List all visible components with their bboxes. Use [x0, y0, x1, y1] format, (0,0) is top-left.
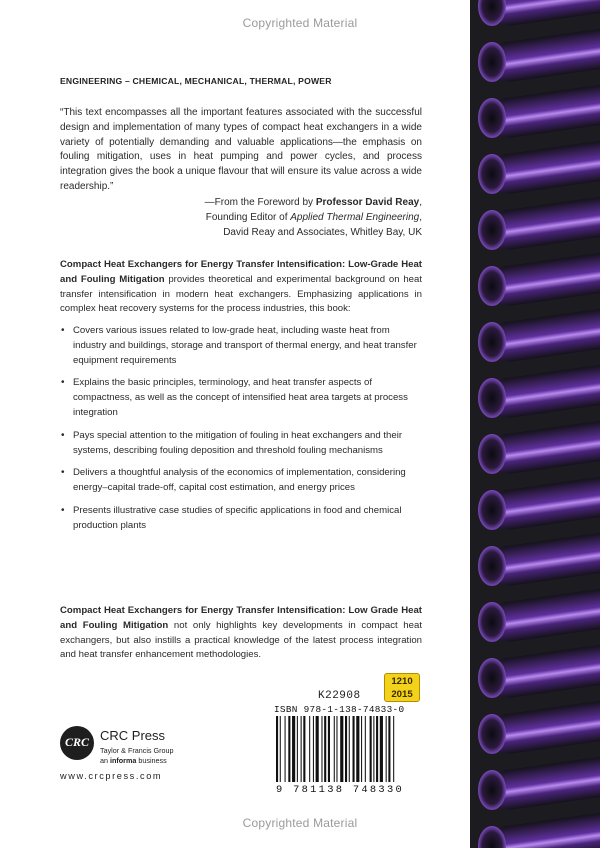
bullet-glyph: • [61, 325, 65, 336]
feature-list [60, 324, 422, 542]
quote-attribution [60, 196, 422, 240]
publisher-name: CRC Press [100, 728, 166, 743]
book-title-intro: Compact Heat Exchangers for Energy Transfer Intensification: Low-Grade Heat and Fouling Mitigation [60, 259, 422, 285]
list-item: • Delivers a thoughtful analysis of the economics of implementation, considering energy–capital trade-off, capital cost estimation, and energy prices [61, 467, 406, 494]
watermark-bottom: Copyrighted Material [242, 816, 358, 830]
publisher-business-line: an informa business [100, 756, 167, 765]
list-item: • Presents illustrative case studies of specific applications in food and chemical production plants [61, 504, 402, 531]
decorative-coil-art [470, 0, 600, 848]
book-title-closing: Compact Heat Exchangers for Energy Transfer Intensification: Low Grade Heat and Fouling Mitigation [60, 605, 422, 631]
crc-logo-icon: CRC [60, 726, 94, 760]
endorser-name: Professor David Reay [315, 197, 420, 208]
bullet-glyph: • [61, 467, 65, 479]
isbn-label: ISBN 978-1-138-74833-0 [274, 704, 405, 715]
endorsement-quote: “This text encompasses all the important features associated with the successful design and implementation of many types of compact heat exchangers in a wide variety of potentially demanding and valuable applications—the emphasis on fouling mitigation, uses in heat pumping and power cycles, and process integration gives the book a unique flavour that will ensure its value across a wide readership.” [60, 107, 422, 192]
publisher-url: www.crcpress.com [60, 771, 163, 781]
barcode-icon [272, 716, 422, 784]
book-description: Compact Heat Exchangers for Energy Transfer Intensification: Low-Grade Heat and Fouling Mitigation provides theoretical and experimental background on heat transfer intensification in modern heat exchangers. Emphasizing applications in complex heat recovery systems for the process industries, this book: [60, 259, 422, 315]
publisher-group: Taylor & Francis Group [100, 746, 174, 755]
closing-paragraph: Compact Heat Exchangers for Energy Transfer Intensification: Low Grade Heat and Fouling Mitigation not only highlights key developments in compact heat exchangers, but also instills a practical knowledge of the latest process integration and heat transfer enhancement methodologies. [60, 605, 422, 661]
list-item: • Pays special attention to the mitigation of fouling in heat exchangers and their systems, describing fouling deposition and threshold fouling mechanisms [61, 429, 403, 456]
purple-tube-pattern [470, 0, 600, 848]
list-item: • Explains the basic principles, terminology, and heat transfer aspects of compactness, as well as the concept of intensified heat area targets at process integration [61, 377, 408, 418]
subject-category: ENGINEERING – CHEMICAL, MECHANICAL, THERMAL, POWER [60, 76, 332, 86]
watermark-top: Copyrighted Material [242, 16, 358, 30]
price-sticker: 1210 2015 [384, 673, 420, 702]
bullet-glyph: • [61, 429, 65, 441]
attribution-line-3: David Reay and Associates, Whitley Bay, UK [223, 226, 422, 238]
attribution-line-2: Founding Editor of Applied Thermal Engineering, [205, 211, 422, 223]
product-code: K22908 [318, 690, 361, 702]
bullet-glyph: • [61, 504, 65, 516]
bullet-glyph: • [61, 377, 65, 389]
barcode-digits: 9 781138 748330 [276, 784, 405, 796]
list-item: • Covers various issues related to low-grade heat, including waste heat from industry and buildings, storage and transport of thermal energy, and heat transfer equipment requirements [61, 325, 417, 366]
journal-name: Applied Thermal Engineering [290, 211, 420, 223]
attribution-line-1: —From the Foreword by Professor David Reay, [204, 197, 422, 208]
